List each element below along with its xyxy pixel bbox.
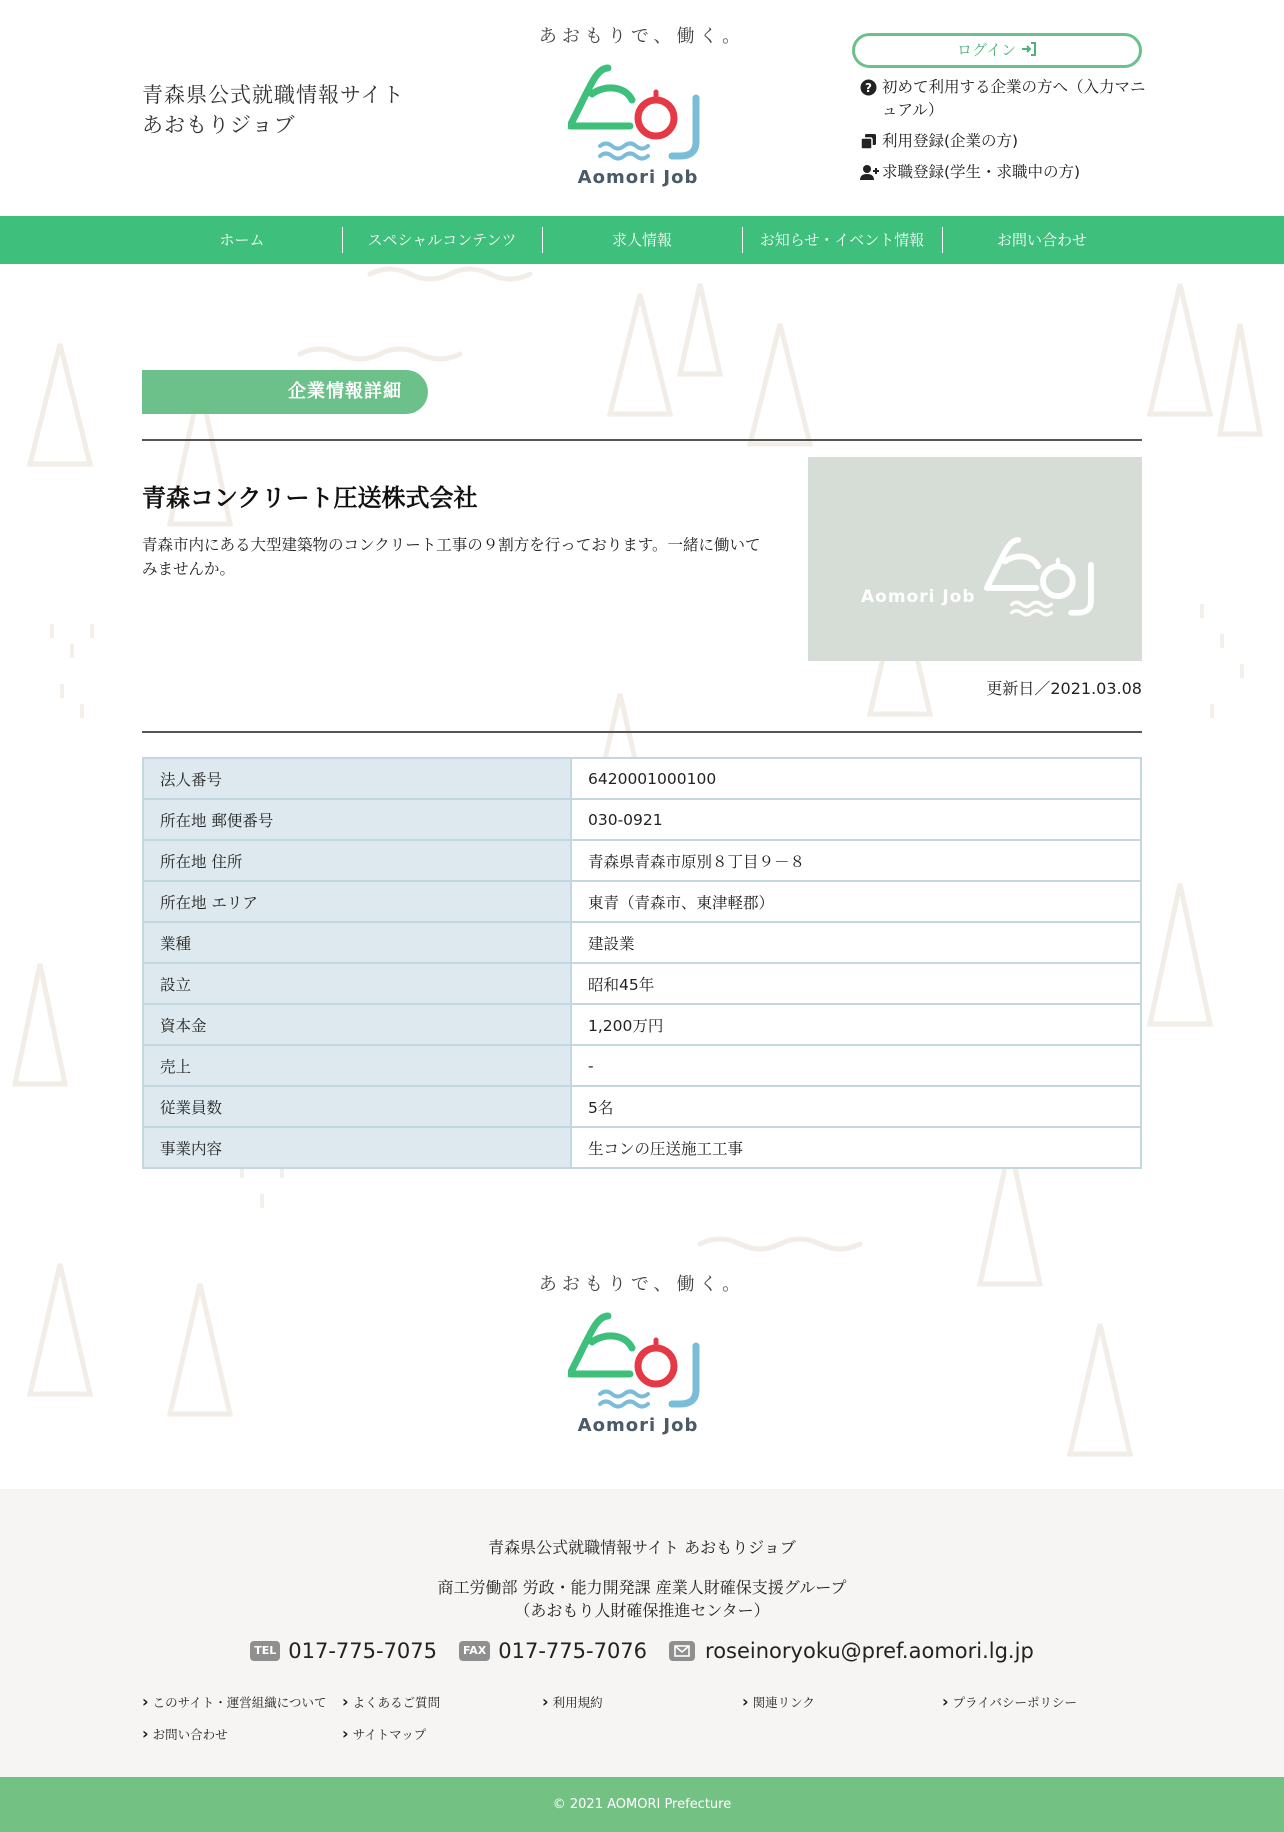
row-label: 売上	[143, 1045, 571, 1086]
row-value: 030-0921	[571, 799, 1141, 840]
row-label: 所在地 エリア	[143, 881, 571, 922]
site-header	[0, 0, 1284, 216]
footer-logo-text: Aomori Job	[577, 1415, 699, 1436]
row-value: 5名	[571, 1086, 1141, 1127]
header-link-manual[interactable]	[860, 76, 1150, 122]
company-image-placeholder	[808, 457, 1142, 661]
header-link-jobseeker-register[interactable]	[860, 161, 1150, 184]
sign-in-icon	[1021, 41, 1037, 59]
footer-link-related[interactable]: › 関連リンク	[742, 1692, 942, 1712]
site-footer	[0, 1489, 1284, 1777]
footer-links	[142, 1692, 1142, 1744]
header-link-company-register[interactable]	[860, 130, 1150, 153]
row-value: 昭和45年	[571, 963, 1141, 1004]
fax-number: 017-775-7076	[498, 1639, 648, 1663]
company-description: 青森市内にある大型建築物のコンクリート工事の９割方を行っております。一緒に働いてみませんか。	[142, 536, 761, 578]
mail-icon	[669, 1641, 695, 1661]
fax-badge-icon: FAX	[459, 1641, 490, 1661]
logo-text: Aomori Job	[577, 167, 699, 188]
logo-mark-icon	[568, 62, 708, 166]
row-label: 業種	[143, 922, 571, 963]
copy-icon	[860, 133, 878, 151]
email-address: roseinoryoku@pref.aomori.lg.jp	[705, 1639, 1034, 1663]
nav-item-news-events[interactable]: お知らせ・イベント情報	[742, 216, 942, 264]
tel-contact[interactable]	[250, 1639, 437, 1663]
footer-dept-line2: （あおもり人財確保推進センター）	[514, 1601, 770, 1620]
footer-link-contact[interactable]: › お問い合わせ	[142, 1724, 342, 1744]
header-link-jobseeker-register-label: 求職登録(学生・求職中の方)	[882, 163, 1081, 181]
header-link-company-register-label: 利用登録(企業の方)	[882, 132, 1019, 150]
copyright-text: © 2021 AOMORI Prefecture	[552, 1797, 732, 1812]
nav-item-contact[interactable]: お問い合わせ	[942, 216, 1142, 264]
company-name: 青森コンクリート圧送株式会社	[142, 484, 478, 512]
row-label: 設立	[143, 963, 571, 1004]
company-info-table	[142, 757, 1142, 1169]
site-title-line2: あおもりジョブ	[142, 113, 296, 137]
user-plus-icon	[860, 164, 878, 182]
nav-item-home[interactable]: ホーム	[219, 231, 265, 249]
table-row	[143, 1045, 1141, 1086]
fax-contact	[459, 1639, 647, 1663]
header-tagline: あおもりで、働く。	[538, 26, 746, 47]
table-row	[143, 922, 1141, 963]
row-label: 所在地 郵便番号	[143, 799, 571, 840]
row-label: 資本金	[143, 1004, 571, 1045]
divider-bottom	[142, 731, 1142, 733]
footer-logo-mark-icon	[568, 1310, 708, 1414]
table-row	[143, 758, 1141, 799]
row-label: 法人番号	[143, 758, 571, 799]
header-link-manual-label: 初めて利用する企業の方へ（入力マニュアル）	[882, 78, 1146, 119]
row-label: 所在地 住所	[143, 840, 571, 881]
table-row	[143, 963, 1141, 1004]
row-value: -	[571, 1045, 1141, 1086]
footer-tagline: あおもりで、働く。	[538, 1274, 746, 1295]
table-row	[143, 840, 1141, 881]
footer-link-faq[interactable]: › よくあるご質問	[342, 1692, 542, 1712]
header-links	[860, 76, 1150, 192]
row-label: 事業内容	[143, 1127, 571, 1168]
table-row	[143, 1127, 1141, 1168]
row-value: 6420001000100	[571, 758, 1141, 799]
svg-text:?: ?	[865, 81, 872, 95]
section-title-tab: 企業情報詳細	[142, 370, 428, 414]
footer-site-name: 青森県公式就職情報サイト あおもりジョブ	[488, 1538, 796, 1557]
tel-badge-icon: TEL	[250, 1641, 280, 1661]
logo-watermark-icon	[984, 535, 1102, 621]
table-row	[143, 1004, 1141, 1045]
footer-link-about[interactable]: › このサイト・運営組織について	[142, 1692, 342, 1712]
footer-link-terms[interactable]: › 利用規約	[542, 1692, 742, 1712]
nav-item-jobs[interactable]: 求人情報	[542, 216, 742, 264]
row-value: 建設業	[571, 922, 1141, 963]
footer-dept-line1: 商工労働部 労政・能力開発課 産業人財確保支援グループ	[437, 1578, 847, 1597]
row-value: 生コンの圧送施工工事	[571, 1127, 1141, 1168]
table-row	[143, 881, 1141, 922]
site-title-line1: 青森県公式就職情報サイト	[142, 83, 405, 107]
login-button[interactable]	[852, 33, 1142, 68]
table-row	[143, 1086, 1141, 1127]
site-title[interactable]	[142, 80, 405, 140]
image-caption: Aomori Job	[861, 587, 976, 607]
nav-item-special-contents[interactable]: スペシャルコンテンツ	[342, 216, 542, 264]
divider-top	[142, 439, 1142, 441]
row-value: 東青（青森市、東津軽郡）	[571, 881, 1141, 922]
row-label: 従業員数	[143, 1086, 571, 1127]
table-row	[143, 799, 1141, 840]
copyright-bar	[0, 1777, 1284, 1832]
row-value: 青森県青森市原別８丁目９－８	[571, 840, 1141, 881]
email-contact[interactable]	[669, 1639, 1034, 1663]
updated-date: 更新日／2021.03.08	[986, 679, 1142, 698]
login-label: ログイン	[956, 41, 1017, 59]
global-nav	[0, 216, 1284, 264]
row-value: 1,200万円	[571, 1004, 1141, 1045]
footer-link-privacy[interactable]: › プライバシーポリシー	[942, 1692, 1142, 1712]
question-circle-icon	[860, 79, 878, 97]
tel-number: 017-775-7075	[288, 1639, 438, 1663]
footer-link-sitemap[interactable]: › サイトマップ	[342, 1724, 542, 1744]
contact-row	[0, 1639, 1284, 1663]
